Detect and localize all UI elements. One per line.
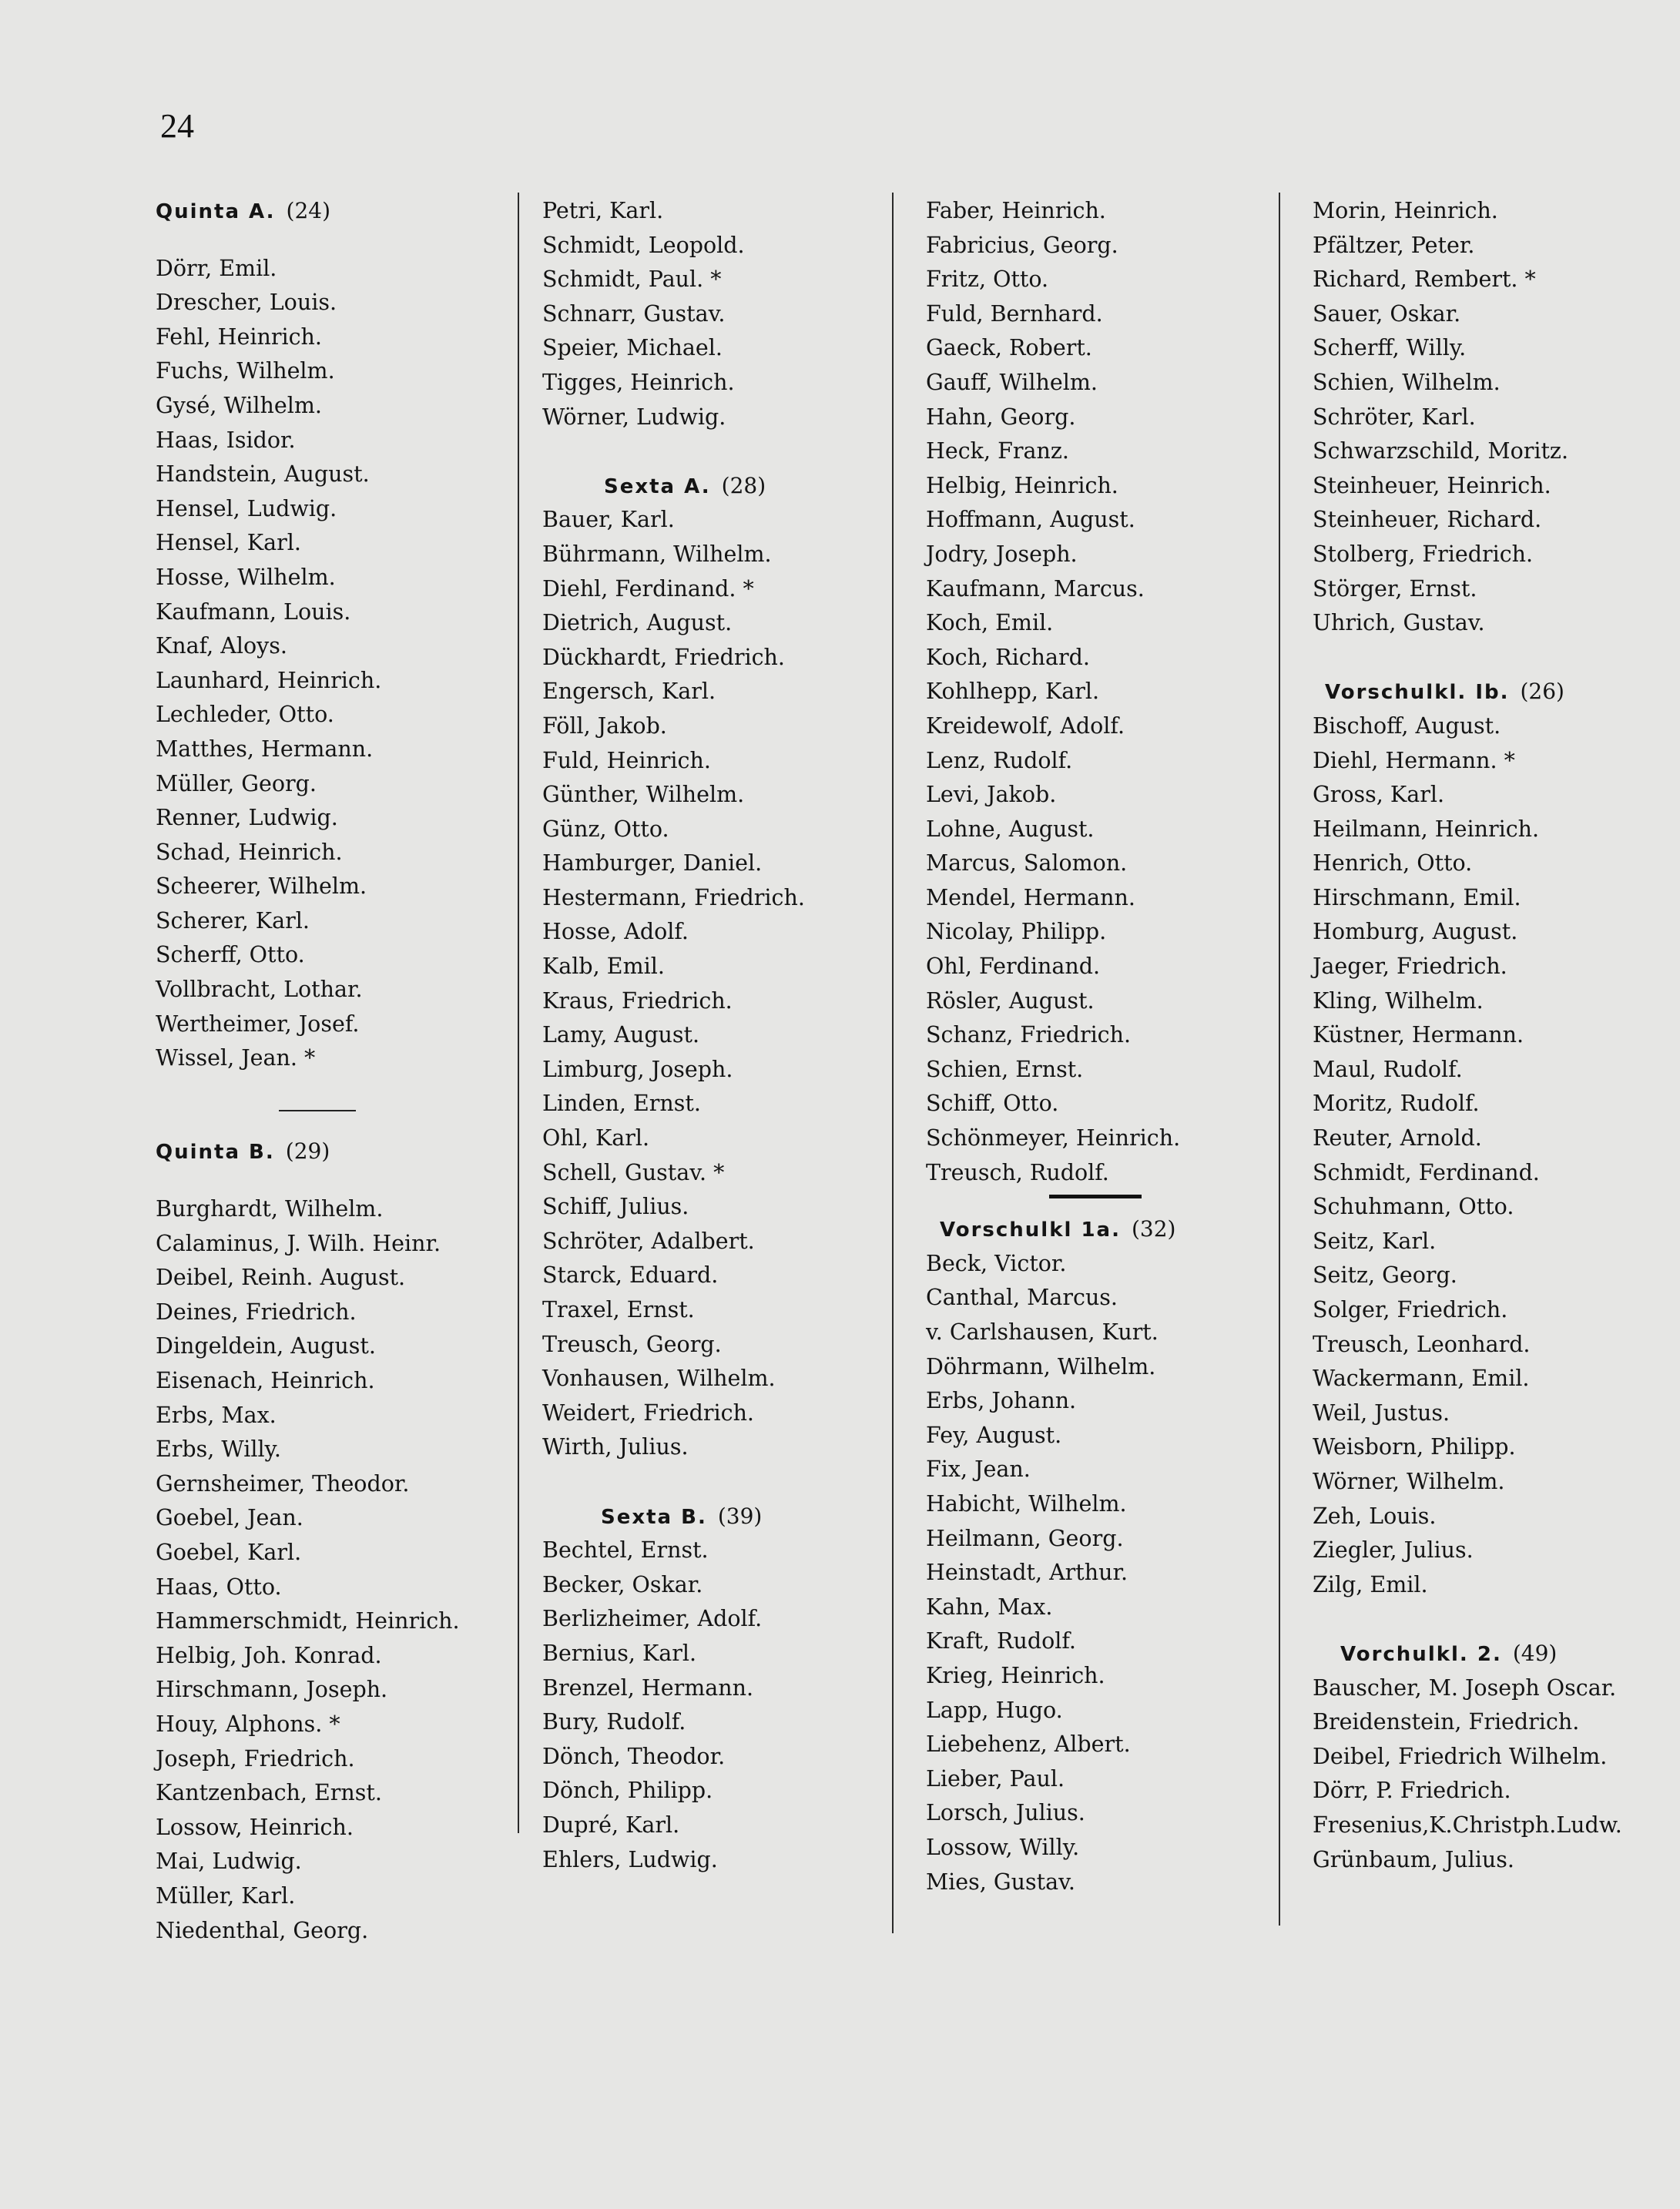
list-item: v. Carlshausen, Kurt. xyxy=(926,1319,1159,1345)
list-item: Dönch, Philipp. xyxy=(542,1778,713,1804)
list-item: Bury, Rudolf. xyxy=(542,1709,686,1735)
list-item: Gaeck, Robert. xyxy=(926,335,1092,361)
section-heading xyxy=(156,1135,502,1169)
list-item: Vonhausen, Wilhelm. xyxy=(542,1366,776,1392)
list-item: Heilmann, Heinrich. xyxy=(1313,816,1540,842)
list-item: Gauff, Wilhelm. xyxy=(926,369,1098,395)
column-2 xyxy=(542,194,889,1877)
list-item: Liebehenz, Albert. xyxy=(926,1731,1131,1758)
section-title: Sexta B. xyxy=(601,1505,707,1529)
list-item: Koch, Richard. xyxy=(926,644,1090,670)
list-item: Müller, Karl. xyxy=(156,1882,296,1909)
list-item: Calaminus, J. Wilh. Heinr. xyxy=(156,1230,441,1256)
list-item: Schad, Heinrich. xyxy=(156,839,343,865)
list-item: Fresenius,K.Christph.Ludw. xyxy=(1313,1812,1622,1838)
list-item: Goebel, Jean. xyxy=(156,1505,303,1531)
list-item: Hoffmann, August. xyxy=(926,507,1135,533)
list-item: Steinheuer, Heinrich. xyxy=(1313,472,1551,498)
list-item: Launhard, Heinrich. xyxy=(156,667,382,693)
list-item: Fuchs, Wilhelm. xyxy=(156,358,335,384)
name-list xyxy=(1313,1671,1659,1878)
list-item: Weil, Justus. xyxy=(1313,1399,1450,1426)
list-item: Zeh, Louis. xyxy=(1313,1503,1437,1529)
list-item: Hosse, Wilhelm. xyxy=(156,564,336,590)
list-item: Drescher, Louis. xyxy=(156,290,337,316)
list-item: Schönmeyer, Heinrich. xyxy=(926,1125,1181,1151)
list-item: Gysé, Wilhelm. xyxy=(156,392,322,418)
list-item: Haas, Otto. xyxy=(156,1574,282,1600)
list-item: Linden, Ernst. xyxy=(542,1091,701,1117)
list-item: Dörr, P. Friedrich. xyxy=(1313,1778,1511,1804)
list-item: Treusch, Rudolf. xyxy=(926,1159,1109,1185)
list-item: Küstner, Hermann. xyxy=(1313,1022,1524,1048)
column-4 xyxy=(1313,194,1659,1877)
list-item: Helbig, Heinrich. xyxy=(926,472,1118,498)
list-item: Steinheuer, Richard. xyxy=(1313,507,1542,533)
list-item: Schiff, Julius. xyxy=(542,1194,689,1220)
list-item: Scheerer, Wilhelm. xyxy=(156,873,367,900)
list-item: Ziegler, Julius. xyxy=(1313,1537,1474,1564)
list-item: Handstein, August. xyxy=(156,461,370,488)
list-item: Schiff, Otto. xyxy=(926,1091,1059,1117)
list-item: Schwarzschild, Moritz. xyxy=(1313,438,1569,464)
section-heading xyxy=(1313,675,1659,709)
column-1 xyxy=(156,194,502,1948)
list-item: Ehlers, Ludwig. xyxy=(542,1846,718,1872)
list-item: Reuter, Arnold. xyxy=(1313,1125,1482,1151)
list-item: Diehl, Hermann. * xyxy=(1313,747,1515,773)
list-item: Erbs, Max. xyxy=(156,1402,277,1428)
list-item: Morin, Heinrich. xyxy=(1313,198,1498,223)
list-item: Grünbaum, Julius. xyxy=(1313,1846,1514,1872)
list-item: Günther, Wilhelm. xyxy=(542,782,745,808)
list-item: Limburg, Joseph. xyxy=(542,1056,733,1082)
section-heading xyxy=(156,194,502,229)
list-item: Hensel, Ludwig. xyxy=(156,495,337,521)
list-item: Treusch, Leonhard. xyxy=(1313,1331,1531,1357)
list-item: Tigges, Heinrich. xyxy=(542,369,735,395)
column-separator xyxy=(518,193,519,1833)
list-item: Maul, Rudolf. xyxy=(1313,1056,1463,1082)
list-item: Kantzenbach, Ernst. xyxy=(156,1780,382,1806)
list-item: Störger, Ernst. xyxy=(1313,575,1477,602)
name-list xyxy=(542,503,889,1465)
list-item: Petri, Karl. xyxy=(542,198,664,223)
list-item: Vollbracht, Lothar. xyxy=(156,977,363,1003)
list-item: Schmidt, Leopold. xyxy=(542,232,745,258)
list-item: Deibel, Friedrich Wilhelm. xyxy=(1313,1743,1608,1769)
name-list xyxy=(926,1247,1280,1899)
list-item: Fehl, Heinrich. xyxy=(156,323,322,350)
list-item: Engersch, Karl. xyxy=(542,679,716,705)
list-item: Hamburger, Daniel. xyxy=(542,850,763,877)
list-item: Dörr, Emil. xyxy=(156,255,277,281)
name-list xyxy=(1313,709,1659,1602)
list-item: Lorsch, Julius. xyxy=(926,1800,1085,1826)
list-item: Bauer, Karl. xyxy=(542,507,675,533)
list-item: Hensel, Karl. xyxy=(156,530,301,556)
list-item: Günz, Otto. xyxy=(542,816,669,842)
list-item: Kahn, Max. xyxy=(926,1594,1053,1620)
column-separator xyxy=(1279,193,1280,1926)
list-item: Schnarr, Gustav. xyxy=(542,300,726,327)
list-item: Heck, Franz. xyxy=(926,438,1069,464)
list-item: Beck, Victor. xyxy=(926,1250,1067,1276)
list-item: Lamy, August. xyxy=(542,1022,700,1048)
section-title: Quinta B. xyxy=(156,1141,275,1165)
list-item: Bührmann, Wilhelm. xyxy=(542,541,772,567)
list-item: Brenzel, Hermann. xyxy=(542,1674,754,1701)
list-item: Hosse, Adolf. xyxy=(542,919,689,945)
list-item: Levi, Jakob. xyxy=(926,782,1057,808)
list-item: Treusch, Georg. xyxy=(542,1331,722,1357)
name-list xyxy=(542,1534,889,1877)
list-item: Kreidewolf, Adolf. xyxy=(926,712,1125,739)
list-item: Schien, Wilhelm. xyxy=(1313,369,1501,395)
list-item: Gernsheimer, Theodor. xyxy=(156,1470,410,1497)
list-item: Seitz, Karl. xyxy=(1313,1228,1437,1254)
list-item: Zilg, Emil. xyxy=(1313,1571,1428,1597)
list-item: Berlizheimer, Adolf. xyxy=(542,1606,763,1632)
list-item: Bischoff, August. xyxy=(1313,712,1501,739)
section-heading xyxy=(542,1500,889,1534)
list-item: Fix, Jean. xyxy=(926,1456,1031,1483)
name-list xyxy=(1313,194,1659,641)
list-item: Schuhmann, Otto. xyxy=(1313,1194,1514,1220)
section-count: (24) xyxy=(286,198,331,223)
list-item: Matthes, Hermann. xyxy=(156,736,374,762)
list-item: Fritz, Otto. xyxy=(926,266,1049,293)
section-count: (28) xyxy=(721,472,766,498)
list-item: Joseph, Friedrich. xyxy=(156,1745,355,1772)
list-item: Sauer, Oskar. xyxy=(1313,300,1461,327)
list-item: Wackermann, Emil. xyxy=(1313,1366,1530,1392)
section-title: Sexta A. xyxy=(604,474,711,498)
list-item: Heilmann, Georg. xyxy=(926,1525,1124,1551)
list-item: Hammerschmidt, Heinrich. xyxy=(156,1608,460,1634)
section-heading xyxy=(926,1212,1280,1247)
list-item: Fuld, Heinrich. xyxy=(542,747,711,773)
list-item: Erbs, Willy. xyxy=(156,1436,281,1463)
list-item: Rösler, August. xyxy=(926,987,1095,1014)
section-count: (39) xyxy=(717,1503,763,1529)
list-item: Mies, Gustav. xyxy=(926,1869,1075,1895)
section-title: Quinta A. xyxy=(156,200,276,223)
list-item: Lenz, Rudolf. xyxy=(926,747,1073,773)
section-heading xyxy=(542,469,889,504)
list-item: Lieber, Paul. xyxy=(926,1765,1065,1792)
list-item: Lossow, Willy. xyxy=(926,1834,1080,1860)
section-count: (29) xyxy=(285,1138,330,1165)
list-item: Krieg, Heinrich. xyxy=(926,1662,1105,1688)
list-item: Dupré, Karl. xyxy=(542,1812,680,1838)
list-item: Hestermann, Friedrich. xyxy=(542,884,805,910)
list-item: Mai, Ludwig. xyxy=(156,1849,302,1875)
list-item: Houy, Alphons. * xyxy=(156,1711,340,1737)
list-item: Heinstadt, Arthur. xyxy=(926,1560,1128,1586)
section-title: Vorchulkl. 2. xyxy=(1340,1642,1502,1666)
column-3 xyxy=(926,194,1280,1899)
list-item: Dückhardt, Friedrich. xyxy=(542,644,785,670)
list-item: Canthal, Marcus. xyxy=(926,1285,1118,1311)
list-item: Wirth, Julius. xyxy=(542,1434,689,1460)
list-item: Kohlhepp, Karl. xyxy=(926,679,1100,705)
list-item: Deines, Friedrich. xyxy=(156,1299,357,1325)
list-item: Bauscher, M. Joseph Oscar. xyxy=(1313,1674,1617,1701)
list-item: Starck, Eduard. xyxy=(542,1262,719,1289)
list-item: Kling, Wilhelm. xyxy=(1313,987,1484,1014)
list-item: Dietrich, August. xyxy=(542,610,733,636)
list-item: Burghardt, Wilhelm. xyxy=(156,1196,384,1222)
name-list xyxy=(156,252,502,1076)
list-item: Kalb, Emil. xyxy=(542,954,665,980)
section-title: Vorschulkl 1a. xyxy=(940,1218,1121,1242)
list-item: Niedenthal, Georg. xyxy=(156,1917,369,1943)
list-item: Schröter, Adalbert. xyxy=(542,1228,755,1254)
list-item: Weisborn, Philipp. xyxy=(1313,1434,1516,1460)
list-item: Ohl, Ferdinand. xyxy=(926,954,1101,980)
list-item: Wertheimer, Josef. xyxy=(156,1011,360,1037)
list-item: Knaf, Aloys. xyxy=(156,633,287,659)
list-item: Erbs, Johann. xyxy=(926,1388,1077,1414)
list-item: Schmidt, Ferdinand. xyxy=(1313,1159,1540,1185)
list-item: Scherer, Karl. xyxy=(156,907,310,934)
list-item: Bechtel, Ernst. xyxy=(542,1537,709,1564)
list-item: Seitz, Georg. xyxy=(1313,1262,1457,1289)
list-item: Renner, Ludwig. xyxy=(156,805,338,831)
list-item: Müller, Georg. xyxy=(156,770,317,796)
list-item: Wörner, Ludwig. xyxy=(542,404,726,430)
list-item: Fabricius, Georg. xyxy=(926,232,1118,258)
list-item: Dingeldein, August. xyxy=(156,1333,376,1359)
list-item: Nicolay, Philipp. xyxy=(926,919,1107,945)
section-title: Vorschulkl. Ib. xyxy=(1325,681,1510,705)
column-separator xyxy=(892,193,894,1933)
list-item: Schien, Ernst. xyxy=(926,1056,1084,1082)
list-item: Schröter, Karl. xyxy=(1313,404,1476,430)
list-item: Bernius, Karl. xyxy=(542,1640,697,1666)
page-number: 24 xyxy=(160,107,194,145)
list-item: Eisenach, Heinrich. xyxy=(156,1368,375,1393)
list-item: Jodry, Joseph. xyxy=(926,541,1078,567)
list-item: Traxel, Ernst. xyxy=(542,1297,695,1322)
section-count: (49) xyxy=(1512,1640,1558,1666)
list-item: Hahn, Georg. xyxy=(926,404,1076,430)
list-item: Kraft, Rudolf. xyxy=(926,1628,1076,1654)
list-item: Lossow, Heinrich. xyxy=(156,1814,354,1840)
list-item: Jaeger, Friedrich. xyxy=(1313,954,1507,980)
list-item: Lechleder, Otto. xyxy=(156,702,334,728)
list-item: Schanz, Friedrich. xyxy=(926,1022,1132,1048)
list-item: Lohne, August. xyxy=(926,816,1095,842)
list-item: Faber, Heinrich. xyxy=(926,198,1106,223)
list-item: Schell, Gustav. * xyxy=(542,1159,725,1185)
list-item: Pfältzer, Peter. xyxy=(1313,232,1475,258)
list-item: Diehl, Ferdinand. * xyxy=(542,575,754,602)
list-item: Kaufmann, Marcus. xyxy=(926,575,1145,602)
list-item: Weidert, Friedrich. xyxy=(542,1399,754,1426)
list-item: Fuld, Bernhard. xyxy=(926,300,1103,327)
list-item: Hirschmann, Joseph. xyxy=(156,1677,388,1703)
list-item: Marcus, Salomon. xyxy=(926,850,1128,877)
list-item: Moritz, Rudolf. xyxy=(1313,1091,1480,1117)
list-item: Lapp, Hugo. xyxy=(926,1697,1063,1723)
list-item: Haas, Isidor. xyxy=(156,427,296,453)
list-item: Wörner, Wilhelm. xyxy=(1313,1468,1505,1494)
list-item: Scherff, Otto. xyxy=(156,942,305,968)
list-item: Föll, Jakob. xyxy=(542,712,667,739)
list-item: Becker, Oskar. xyxy=(542,1571,703,1597)
list-item: Goebel, Karl. xyxy=(156,1539,302,1565)
list-item: Helbig, Joh. Konrad. xyxy=(156,1642,382,1668)
list-item: Breidenstein, Friedrich. xyxy=(1313,1709,1580,1735)
list-item: Kaufmann, Louis. xyxy=(156,598,351,625)
name-list xyxy=(926,194,1280,1190)
list-item: Speier, Michael. xyxy=(542,335,723,361)
list-item: Schmidt, Paul. * xyxy=(542,266,722,293)
list-item: Fey, August. xyxy=(926,1422,1062,1448)
list-item: Koch, Emil. xyxy=(926,610,1054,636)
list-item: Habicht, Wilhelm. xyxy=(926,1490,1127,1517)
name-list xyxy=(542,194,889,434)
section-count: (32) xyxy=(1131,1216,1176,1242)
list-item: Hirschmann, Emil. xyxy=(1313,884,1521,910)
name-list xyxy=(156,1192,502,1948)
list-item: Uhrich, Gustav. xyxy=(1313,610,1485,636)
list-item: Stolberg, Friedrich. xyxy=(1313,541,1534,567)
section-count: (26) xyxy=(1520,679,1564,705)
list-item: Gross, Karl. xyxy=(1313,782,1444,808)
list-item: Henrich, Otto. xyxy=(1313,850,1473,877)
list-item: Solger, Friedrich. xyxy=(1313,1297,1508,1322)
list-item: Kraus, Friedrich. xyxy=(542,987,733,1014)
list-item: Wissel, Jean. * xyxy=(156,1045,316,1071)
section-heading xyxy=(1313,1637,1659,1671)
list-item: Ohl, Karl. xyxy=(542,1125,650,1151)
section-divider xyxy=(1049,1195,1142,1198)
list-item: Döhrmann, Wilhelm. xyxy=(926,1353,1156,1379)
list-item: Scherff, Willy. xyxy=(1313,335,1467,361)
list-item: Mendel, Hermann. xyxy=(926,884,1135,910)
list-item: Homburg, August. xyxy=(1313,919,1518,945)
list-item: Dönch, Theodor. xyxy=(542,1743,726,1769)
list-item: Deibel, Reinh. August. xyxy=(156,1265,406,1291)
section-divider xyxy=(279,1110,356,1111)
list-item: Richard, Rembert. * xyxy=(1313,266,1536,293)
